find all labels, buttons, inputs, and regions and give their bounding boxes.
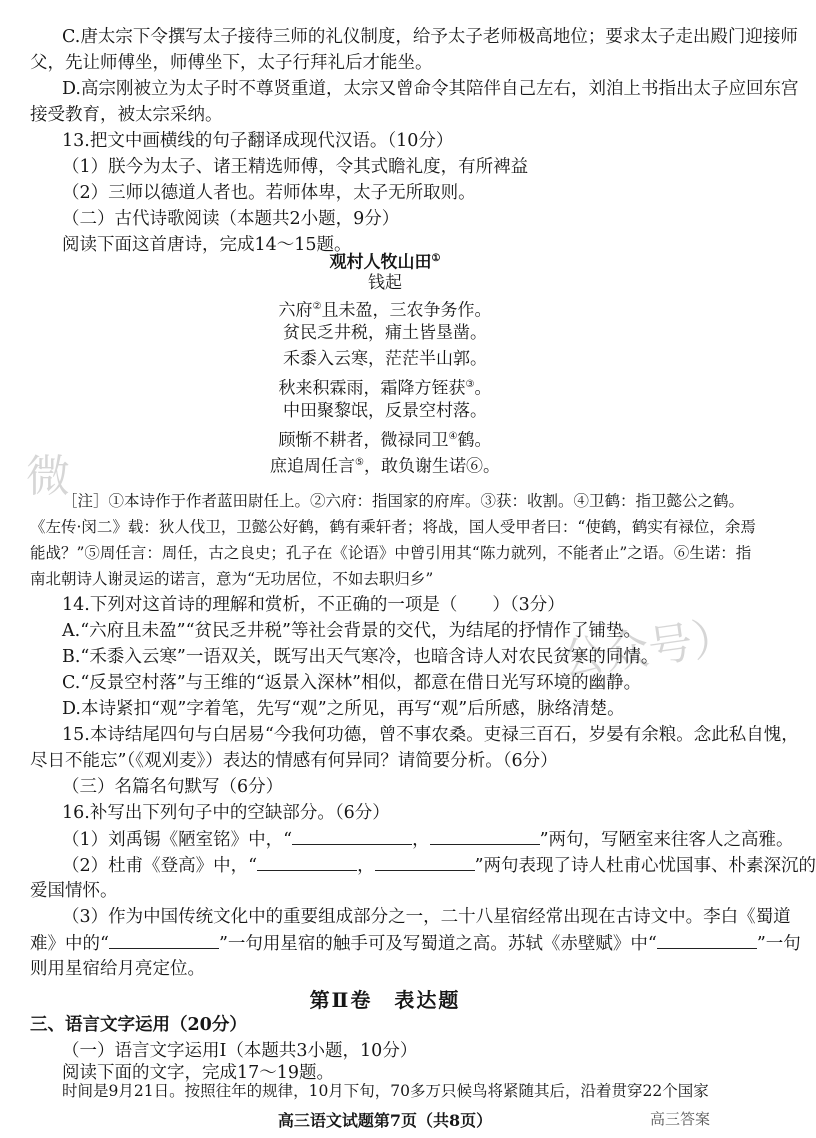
poem-line-1: 六府②且未盈，三农争务作。 bbox=[278, 300, 492, 321]
option-c-line1: C.唐太宗下令撰写太子接待三师的礼仪制度，给予太子老师极高地位；要求太子走出殿门迎接师 bbox=[62, 27, 798, 47]
part3-subheading: （一）语言文字运用Ⅰ（本题共3小题，10分） bbox=[62, 1041, 418, 1061]
poem-line-7: 庶追周任言⑤，敢负谢生诺⑥。 bbox=[270, 456, 500, 477]
watermark-right: 公众号） bbox=[557, 610, 740, 686]
watermark-logo: 高三答案 bbox=[650, 1110, 711, 1128]
poem-line-2: 贫民乏井税，痡土皆垦凿。 bbox=[283, 323, 487, 343]
poetry-instruction: 阅读下面这首唐诗，完成14～15题。 bbox=[62, 235, 352, 255]
q13-stem: 13.把文中画横线的句子翻译成现代汉语。（10分） bbox=[62, 131, 454, 151]
option-c-line2: 父，先让师傅坐，师傅坐下，太子行拜礼后才能坐。 bbox=[30, 53, 433, 73]
poem-line-4: 秋来积霖雨，霜降方铚获③。 bbox=[278, 378, 492, 399]
q16-part3-line3: 则用星宿给月亮定位。 bbox=[30, 959, 205, 979]
part3-heading: 三、语言文字运用（20分） bbox=[30, 1015, 247, 1035]
poem-author: 钱起 bbox=[368, 273, 402, 293]
poem-line-6: 顾惭不耕者，微禄同卫④鹤。 bbox=[278, 430, 492, 451]
q16-part2-cont: 爱国情怀。 bbox=[30, 881, 118, 901]
option-d-line2: 接受教育，被太宗采纳。 bbox=[30, 105, 223, 125]
blank-5[interactable] bbox=[109, 930, 219, 949]
part3-instruction: 阅读下面的文字，完成17～19题。 bbox=[62, 1063, 335, 1083]
q16-stem: 16.补写出下列句子中的空缺部分。（6分） bbox=[62, 803, 390, 823]
poem-line-3: 禾黍入云寒，茫茫半山郭。 bbox=[283, 349, 487, 369]
q14-option-d: D.本诗紧扣“观”字着笔，先写“观”之所见，再写“观”后所感，脉络清楚。 bbox=[62, 699, 625, 719]
poem-notes-line2: 《左传·闵二》载：狄人伐卫，卫懿公好鹤，鹤有乘轩者；将战，国人受甲者曰：“使鹤，鹤实有禄位，余焉 bbox=[30, 518, 756, 536]
blank-6[interactable] bbox=[657, 930, 757, 949]
section3-heading: （三）名篇名句默写（6分） bbox=[62, 777, 284, 797]
q16-part3-line1: （3）作为中国传统文化中的重要组成部分之一，二十八星宿经常出现在古诗文中。李白《蜀道 bbox=[62, 907, 791, 927]
q16-part3-line2: 难》中的“ ”一句用星宿的触手可及写蜀道之高。苏轼《赤壁赋》中“ ”一句 bbox=[30, 930, 742, 957]
q14-stem: 14.下列对这首诗的理解和赏析，不正确的一项是（ ）（3分） bbox=[62, 595, 565, 615]
passage-line1: 时间是9月21日。按照往年的规律，10月下旬，70多万只候鸟将紧随其后，沿着贯穿22个国家 bbox=[62, 1082, 709, 1100]
q15-line1: 15.本诗结尾四句与白居易“今我何功德，曾不事农桑。吏禄三百石，岁晏有余粮。念此私自愧， bbox=[62, 725, 799, 745]
q13-sentence1: （1）朕今为太子、诸王精选师傅，令其式瞻礼度，有所裨益 bbox=[62, 157, 529, 177]
poem-title: 观村人牧山田① bbox=[329, 252, 441, 273]
q13-sentence2: （2）三师以德道人者也。若师体卑，太子无所取则。 bbox=[62, 183, 476, 203]
q14-option-a: A.“六府且未盈”“贫民乏井税”等社会背景的交代，为结尾的抒情作了铺垫。 bbox=[62, 621, 641, 641]
q16-part1: （1）刘禹锡《陋室铭》中，“ ， ”两句，写陋室来往客人之高雅。 bbox=[62, 826, 742, 853]
blank-3[interactable] bbox=[257, 852, 357, 871]
q14-option-c: C.“反景空村落”与王维的“返景入深林”相似，都意在借日光写环境的幽静。 bbox=[62, 673, 642, 693]
blank-1[interactable] bbox=[292, 826, 412, 845]
poem-notes-line1: ［注］①本诗作于作者蓝田尉任上。②六府：指国家的府库。③获：收割。④卫鹤：指卫懿公之鹤。 bbox=[62, 492, 745, 510]
poetry-section-heading: （二）古代诗歌阅读（本题共2小题，9分） bbox=[62, 209, 400, 229]
poem-line-5: 中田聚黎氓，反景空村落。 bbox=[283, 401, 487, 421]
poem-notes-line3: 能战？”⑤周任言：周任，古之良史；孔子在《论语》中曾引用其“陈力就列，不能者止”之语。⑥生诺：指 bbox=[30, 544, 752, 562]
poem-notes-line4: 南北朝诗人谢灵运的诺言，意为“无功居位，不如去职归乡” bbox=[30, 570, 434, 588]
q15-line2: 尽日不能忘”（《观刈麦》）表达的情感有何异同？请简要分析。（6分） bbox=[30, 751, 558, 771]
q14-option-b: B.“禾黍入云寒”一语双关，既写出天气寒冷，也暗含诗人对农民贫寒的同情。 bbox=[62, 647, 659, 667]
option-d-line1: D.高宗刚被立为太子时不尊贤重道，太宗又曾命令其陪伴自己左右，刘洎上书指出太子应回东宫 bbox=[62, 79, 799, 99]
blank-2[interactable] bbox=[430, 826, 540, 845]
part2-title: 第Ⅱ卷 表达题 bbox=[309, 988, 461, 1012]
watermark-left: 微 bbox=[26, 451, 70, 502]
q16-part2: （2）杜甫《登高》中，“ ， ”两句表现了诗人杜甫心忧国事、朴素深沉的 bbox=[62, 852, 742, 879]
page-footer: 高三语文试题第7页（共8页） bbox=[277, 1111, 493, 1130]
blank-4[interactable] bbox=[375, 852, 475, 871]
